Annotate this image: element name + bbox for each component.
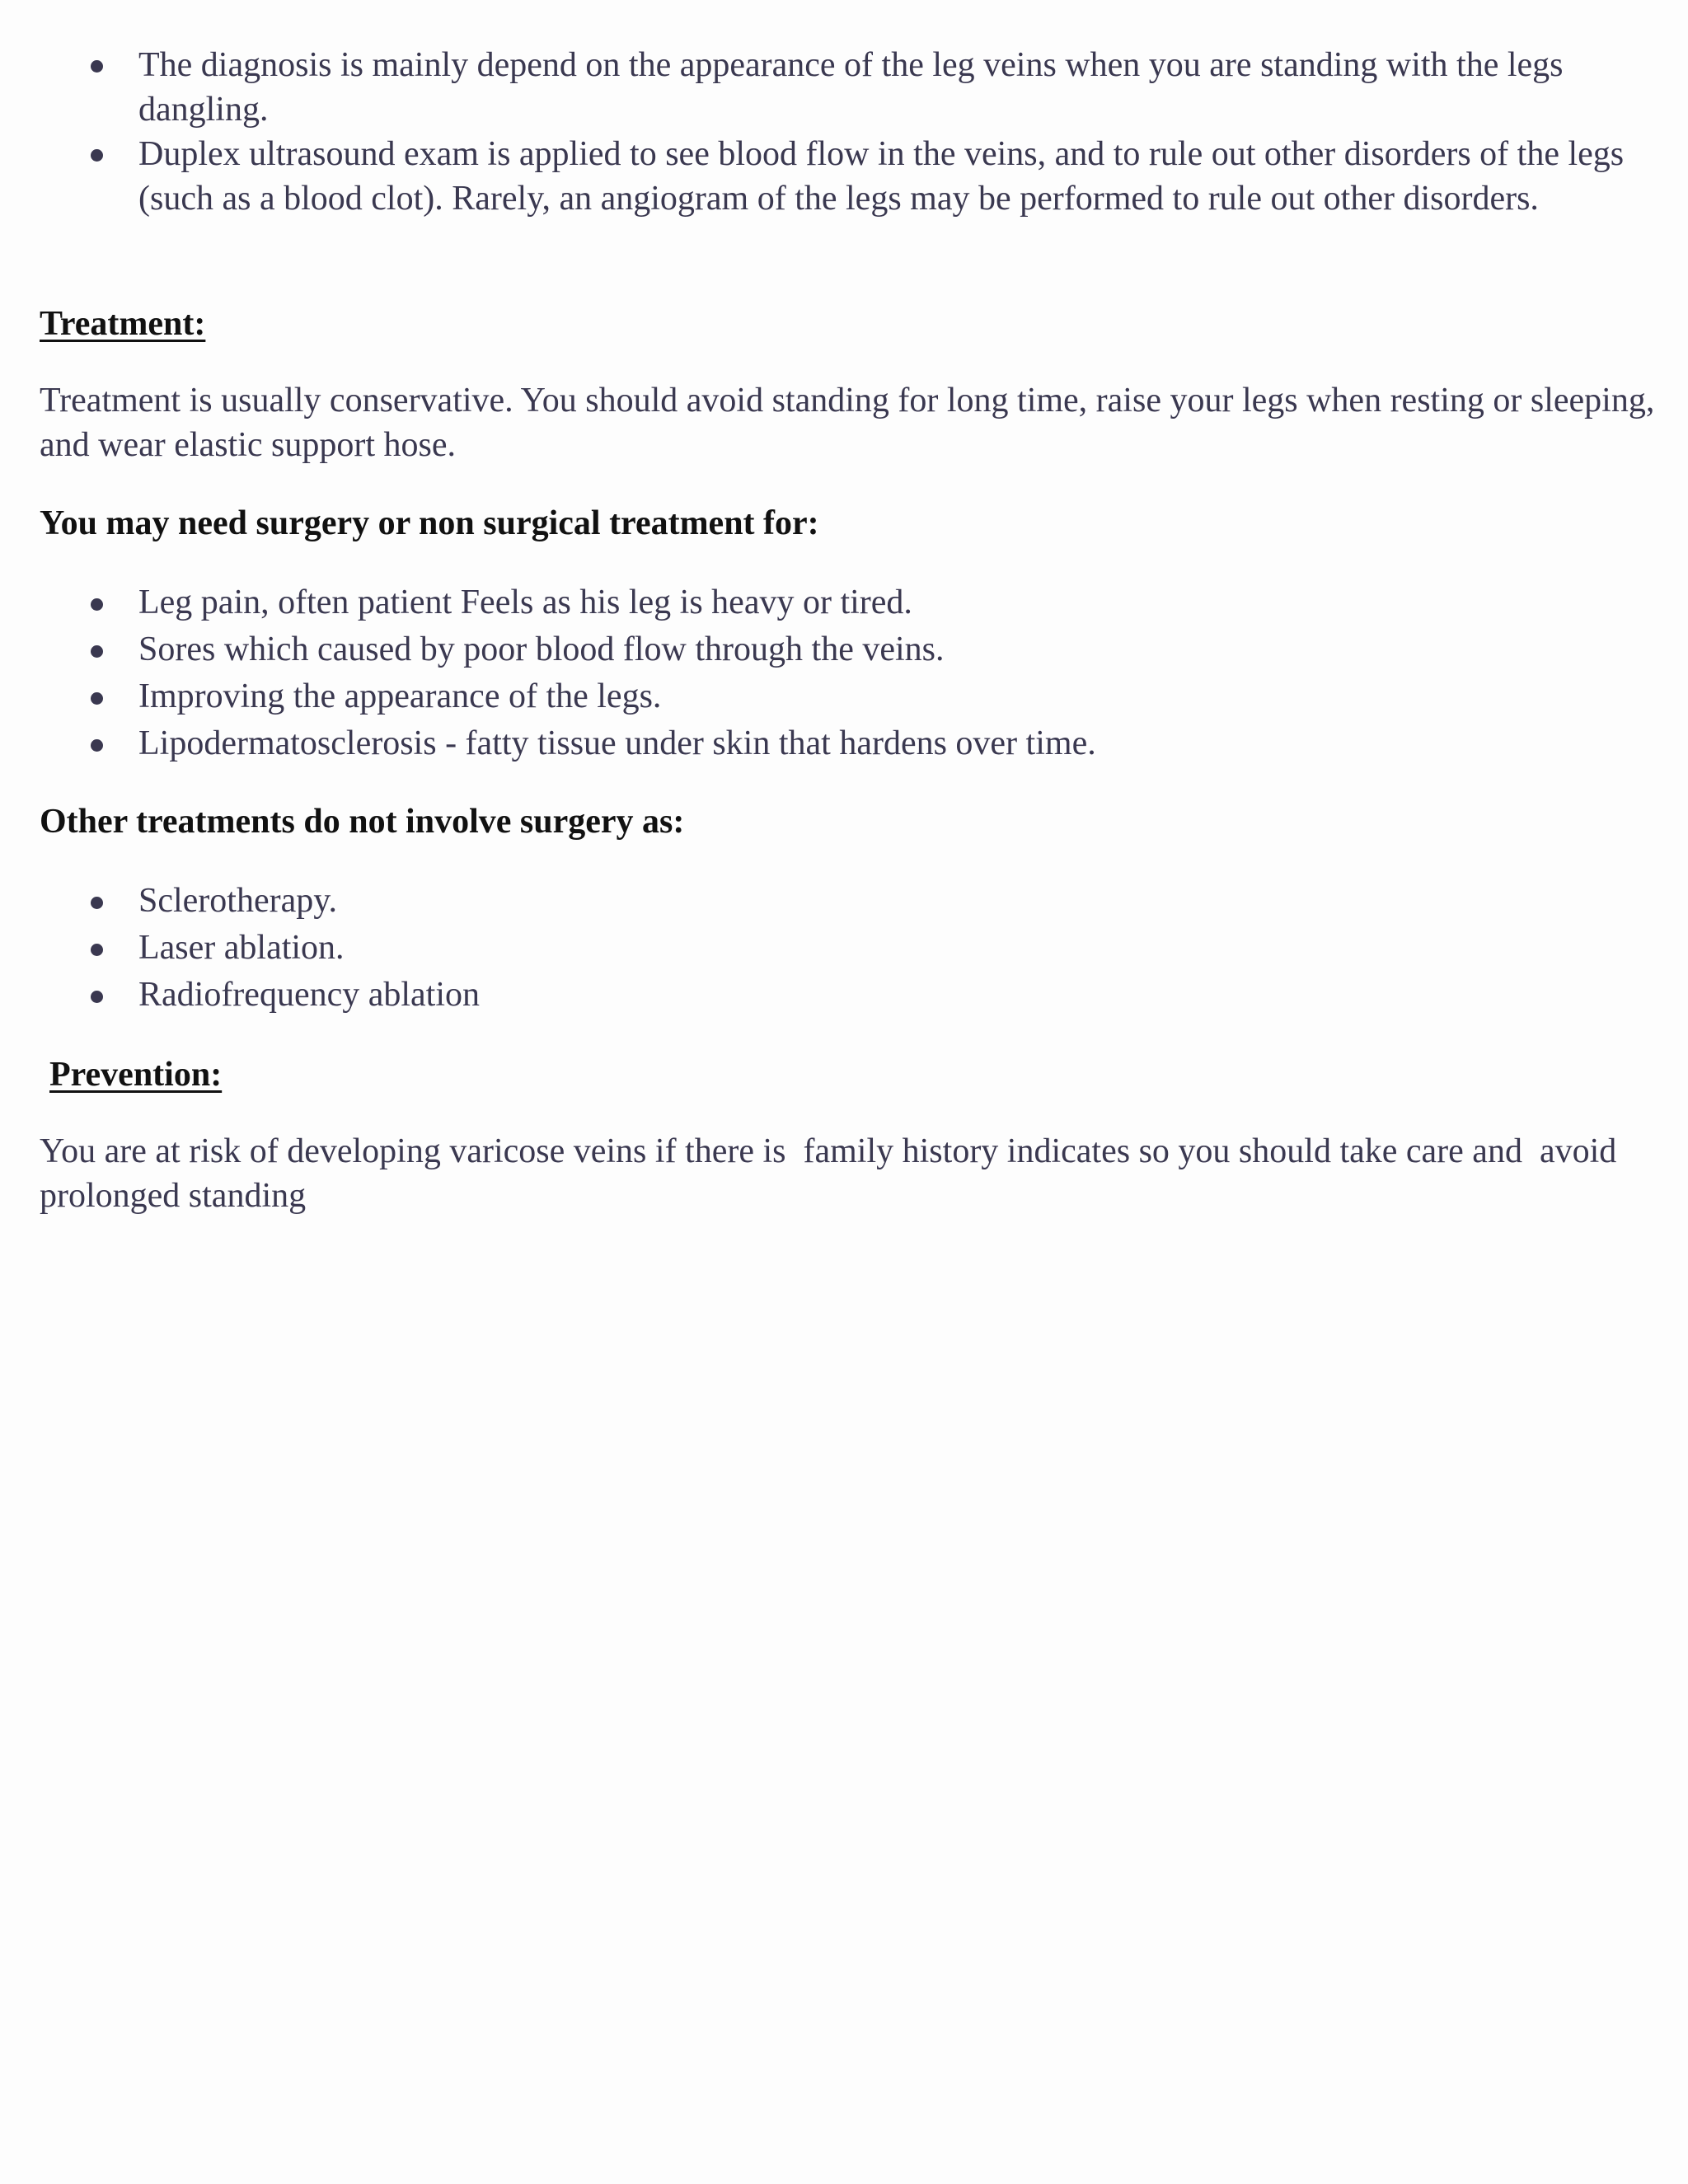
list-item-text: The diagnosis is mainly depend on the appearance of the leg veins when you are standing with the legs dangling. xyxy=(138,46,1564,129)
bullet-icon xyxy=(91,645,103,658)
list-item xyxy=(0,720,1688,767)
treatment-heading: Treatment: xyxy=(40,305,206,343)
list-item-text: Duplex ultrasound exam is applied to see blood flow in the veins, and to rule out other disorders of the legs (such as a blood clot). Rarely, an angiogram of the legs may be performed to rule out other disorders. xyxy=(138,135,1625,218)
list-item-text: Sores which caused by poor blood flow through the veins. xyxy=(138,630,945,668)
list-item xyxy=(0,673,1688,720)
bullet-icon xyxy=(91,149,103,162)
bullet-icon xyxy=(91,991,103,1003)
list-item xyxy=(0,925,1688,972)
list-item-text: Radiofrequency ablation xyxy=(138,976,481,1014)
list-item-text: Laser ablation. xyxy=(138,929,345,967)
list-item xyxy=(0,579,1688,626)
bullet-icon xyxy=(91,739,103,752)
bullet-icon xyxy=(91,692,103,705)
bullet-icon xyxy=(91,897,103,909)
list-item xyxy=(0,972,1688,1019)
bullet-icon xyxy=(91,60,103,73)
surgery-heading: You may need surgery or non surgical treatment for: xyxy=(40,504,819,542)
list-item-text: Improving the appearance of the legs. xyxy=(138,677,662,715)
prevention-paragraph: You are at risk of developing varicose veins if there is family history indicates so you should take care and avoid prolonged standing xyxy=(40,1132,1625,1215)
list-item-text: Sclerotherapy. xyxy=(138,882,338,920)
surgery-list xyxy=(0,579,1688,767)
other-treatments-list xyxy=(0,878,1688,1019)
list-item xyxy=(0,626,1688,673)
list-item-text: Leg pain, often patient Feels as his leg is heavy or tired. xyxy=(138,583,912,621)
other-treatments-heading: Other treatments do not involve surgery as: xyxy=(40,803,685,841)
list-item xyxy=(0,132,1688,221)
bullet-icon xyxy=(91,598,103,611)
diagnosis-list xyxy=(0,43,1688,221)
bullet-icon xyxy=(91,944,103,956)
prevention-heading: Prevention: xyxy=(49,1056,223,1094)
list-item xyxy=(0,43,1688,132)
treatment-paragraph: Treatment is usually conservative. You should avoid standing for long time, raise your legs when resting or sleeping, and wear elastic support hose. xyxy=(40,382,1655,464)
list-item xyxy=(0,878,1688,925)
list-item-text: Lipodermatosclerosis - fatty tissue under skin that hardens over time. xyxy=(138,724,1096,762)
